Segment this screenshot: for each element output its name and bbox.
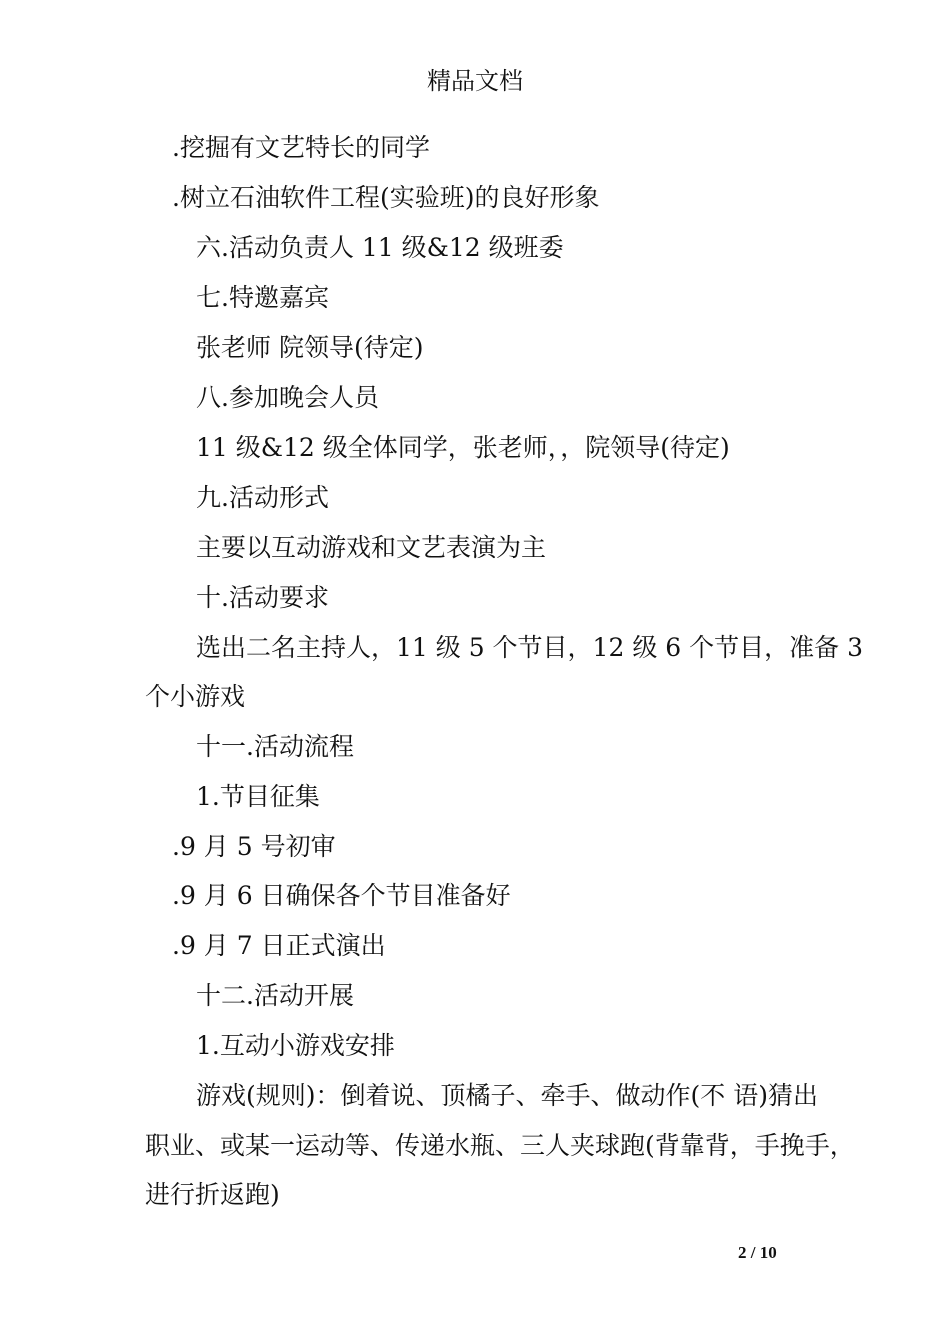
text-line: 七.特邀嘉宾	[196, 283, 329, 312]
page-number: 2 / 10	[738, 1243, 777, 1262]
text-line: 六.活动负责人 11 级&12 级班委	[196, 233, 564, 262]
text-line: 进行折返跑)	[145, 1180, 280, 1209]
text-line: .9 月 5 号初审	[172, 832, 336, 861]
text-line: 十二.活动开展	[196, 981, 354, 1010]
text-line: 主要以互动游戏和文艺表演为主	[196, 533, 547, 562]
text-line: 选出二名主持人，11 级 5 个节目，12 级 6 个节目，准备 3	[196, 633, 863, 662]
text-line: 十.活动要求	[196, 583, 329, 612]
text-line: .树立石油软件工程(实验班)的良好形象	[172, 183, 600, 212]
text-line: .挖掘有文艺特长的同学	[172, 133, 430, 162]
text-line: 九.活动形式	[196, 483, 329, 512]
text-line: 职业、或某一运动等、传递水瓶、三人夹球跑(背靠背，手挽手，	[145, 1131, 855, 1160]
text-line: 个小游戏	[145, 682, 246, 711]
text-line: 1.节目征集	[196, 782, 320, 811]
text-line: 张老师 院领导(待定)	[196, 333, 424, 362]
page-header-title: 精品文档	[427, 67, 523, 95]
text-line: 十一.活动流程	[196, 732, 354, 761]
text-line: .9 月 6 日确保各个节目准备好	[172, 881, 511, 910]
text-line: 八.参加晚会人员	[196, 383, 379, 412]
text-line: 11 级&12 级全体同学，张老师，，院领导(待定)	[196, 433, 730, 462]
text-line: .9 月 7 日正式演出	[172, 931, 386, 960]
text-line: 1.互动小游戏安排	[196, 1031, 395, 1060]
text-line: 游戏(规则)：倒着说、顶橘子、牵手、做动作(不 语)猜出	[196, 1081, 818, 1110]
